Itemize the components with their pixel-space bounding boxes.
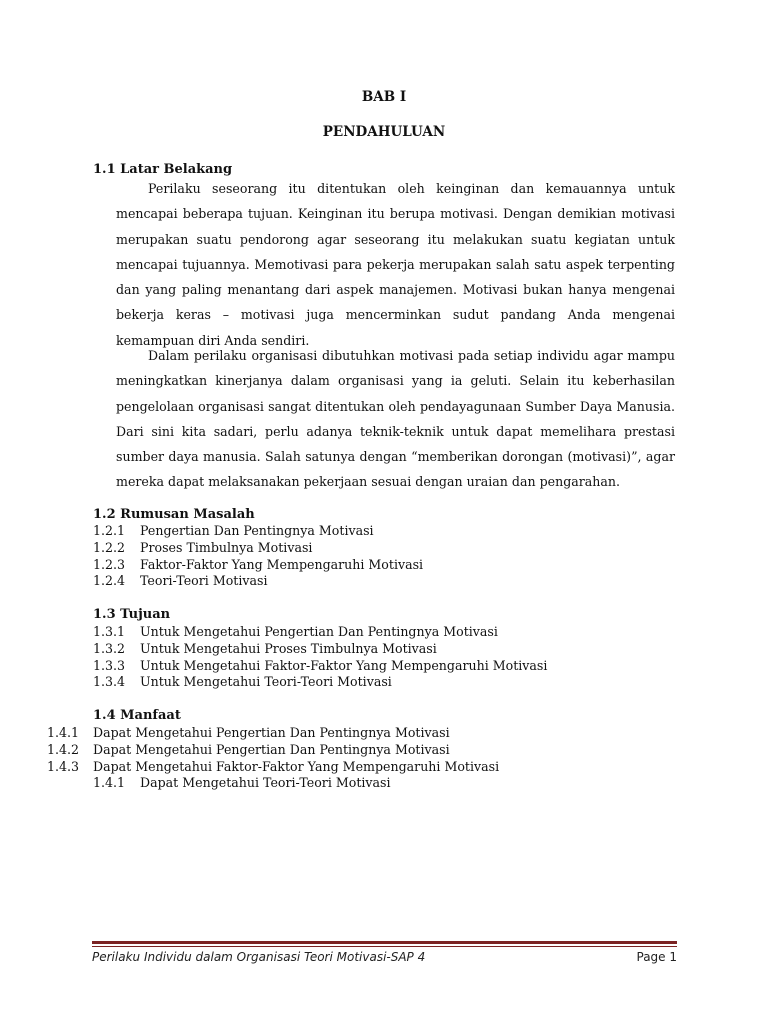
list-item (93, 658, 547, 675)
tujuan-list (93, 624, 547, 691)
item-number: 1.2.2 (93, 539, 126, 555)
item-text: Dapat Mengetahui Faktor-Faktor Yang Mempengaruhi Motivasi (93, 758, 500, 774)
rumusan-list (93, 523, 423, 590)
item-number: 1.4.1 (93, 775, 126, 791)
list-item (93, 641, 547, 658)
item-number: 1.3.2 (93, 640, 126, 656)
list-item (93, 540, 423, 557)
item-number: 1.2.4 (93, 573, 126, 589)
item-text: Teori-Teori Motivasi (140, 573, 268, 589)
section-heading-manfaat: 1.4 Manfaat (93, 708, 181, 723)
item-number: 1.4.3 (47, 758, 80, 774)
footer-title: Perilaku Individu dalam Organisasi Teori Motivasi-SAP 4 (92, 950, 426, 964)
chapter-title: PENDAHULUAN (322, 124, 446, 140)
list-item (47, 725, 499, 742)
list-item (93, 674, 547, 691)
paragraph-2: Dalam perilaku organisasi dibutuhkan motivasi pada setiap individu agar mampu meningkatkan kinerjanya dalam organisasi yang ia geluti. Selain itu keberhasilan pengelolaan organisasi sangat ditentukan oleh pendayagunaan Sumber Daya Manusia. Dari sini kita sadari, perlu adanya teknik-teknik untuk dapat memelihara prestasi sumber daya manusia. Salah satunya dengan “memberikan dorongan (motivasi)”, agar mereka dapat melaksanakan pekerjaan sesuai dengan uraian dan pengarahan. (116, 348, 675, 490)
section-heading-latar-belakang: 1.1 Latar Belakang (93, 162, 233, 177)
section-heading-tujuan: 1.3 Tujuan (93, 607, 171, 622)
item-number: 1.3.1 (93, 624, 126, 639)
list-item (47, 775, 499, 792)
section-heading-rumusan-masalah: 1.2 Rumusan Masalah (93, 507, 255, 522)
item-text: Faktor-Faktor Yang Mempengaruhi Motivasi (140, 556, 424, 572)
list-item (93, 557, 423, 574)
page-number: Page 1 (636, 950, 677, 964)
item-text: Untuk Mengetahui Proses Timbulnya Motivasi (140, 640, 437, 656)
item-text: Untuk Mengetahui Teori-Teori Motivasi (140, 674, 392, 690)
item-text: Dapat Mengetahui Pengertian Dan Pentingnya Motivasi (93, 725, 450, 740)
item-number: 1.3.4 (93, 674, 126, 690)
item-number: 1.3.3 (93, 657, 126, 673)
item-text: Untuk Mengetahui Faktor-Faktor Yang Mempengaruhi Motivasi (140, 657, 548, 673)
list-item (47, 759, 499, 776)
item-text: Untuk Mengetahui Pengertian Dan Pentingnya Motivasi (140, 624, 498, 639)
item-number: 1.2.1 (93, 523, 126, 538)
item-number: 1.2.3 (93, 556, 126, 572)
item-number: 1.4.2 (47, 741, 80, 757)
list-item (47, 742, 499, 759)
list-item (93, 573, 423, 590)
list-item (93, 523, 423, 540)
list-item (93, 624, 547, 641)
item-text: Pengertian Dan Pentingnya Motivasi (140, 523, 374, 538)
item-text: Proses Timbulnya Motivasi (140, 539, 313, 555)
manfaat-list (47, 725, 499, 792)
item-text: Dapat Mengetahui Teori-Teori Motivasi (140, 775, 391, 791)
chapter-number: BAB I (361, 89, 407, 105)
item-text: Dapat Mengetahui Pengertian Dan Pentingnya Motivasi (93, 741, 450, 757)
paragraph-1: Perilaku seseorang itu ditentukan oleh keinginan dan kemauannya untuk mencapai beberapa tujuan. Keinginan itu berupa motivasi. Dengan demikian motivasi merupakan suatu pendorong agar seseorang itu melakukan suatu kegiatan untuk mencapai tujuannya. Memotivasi para pekerja merupakan salah satu aspek terpenting dan yang paling menantang dari aspek manajemen. Motivasi bukan hanya mengenai bekerja keras – motivasi juga mencerminkan sudut pandang Anda mengenai kemampuan diri Anda sendiri. (116, 181, 675, 348)
item-number: 1.4.1 (47, 725, 80, 740)
footer-divider (92, 941, 677, 947)
